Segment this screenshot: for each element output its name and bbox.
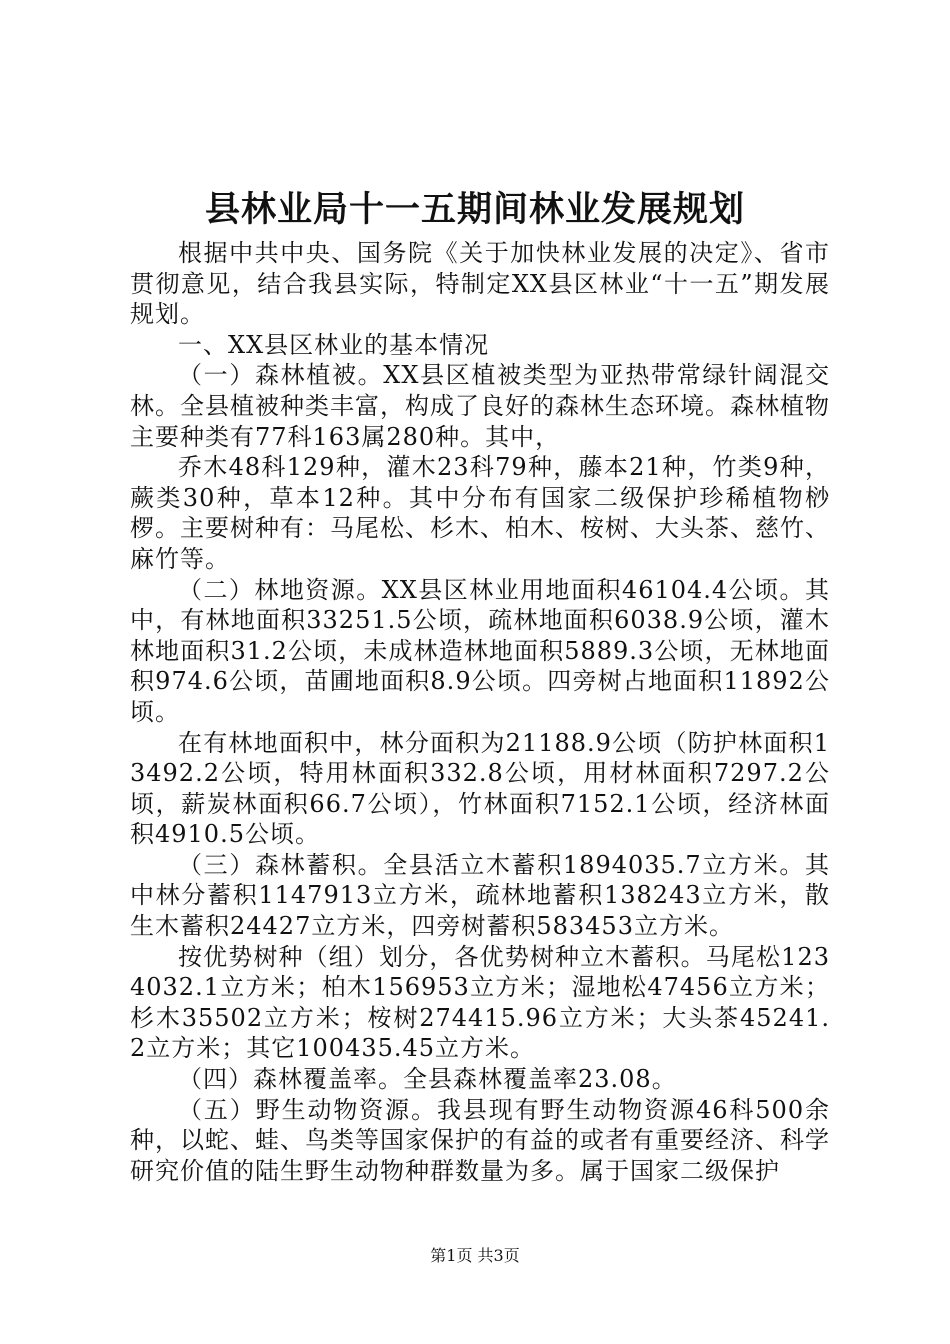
- document-title: 县林业局十一五期间林业发展规划: [204, 190, 745, 230]
- paragraph-plant-species: 乔木48科129种，灌木23科79种，藤本21种，竹类9种，蕨类30种，草本12种。其中分布有国家二级保护珍稀植物桫椤。主要树种有：马尾松、杉木、柏木、桉树、大头茶、慈竹、麻竹等。: [130, 453, 830, 573]
- document-body: [130, 238, 830, 1186]
- paragraph-forest-coverage: （四）森林覆盖率。全县森林覆盖率23.08。: [178, 1065, 677, 1094]
- section-heading-basic-situation: 一、XX县区林业的基本情况: [178, 330, 490, 359]
- page-footer: 第1页 共3页: [430, 1246, 520, 1265]
- paragraph-forest-vegetation: （一）森林植被。XX县区植被类型为亚热带常绿针阔混交林。全县植被种类丰富，构成了良好的森林生态环境。森林植物主要种类有77科163属280种。其中，: [130, 361, 830, 451]
- paragraph-intro: 根据中共中央、国务院《关于加快林业发展的决定》、省市贯彻意见，结合我县实际，特制定XX县区林业“十一五”期发展规划。: [130, 239, 830, 329]
- paragraph-forest-land: （二）林地资源。XX县区林业用地面积46104.4公顷。其中，有林地面积33251.5公顷，疏林地面积6038.9公顷，灌木林地面积31.2公顷，未成林造林地面积5889.3公顷，无林地面积974.6公顷，苗圃地面积8.9公顷。四旁树占地面积11892公顷。: [130, 575, 830, 726]
- paragraph-forested-area: 在有林地面积中，林分面积为21188.9公顷（防护林面积13492.2公顷，特用林面积332.8公顷，用材林面积7297.2公顷，薪炭林面积66.7公顷），竹林面积7152.1公顷，经济林面积4910.5公顷。: [130, 728, 830, 849]
- paragraph-dominant-species: 按优势树种（组）划分，各优势树种立木蓄积。马尾松1234032.1立方米；柏木156953立方米；湿地松47456立方米；杉木35502立方米；桉树274415.96立方米；大头茶45241.2立方米；其它100435.45立方米。: [130, 942, 830, 1063]
- paragraph-forest-stock: （三）森林蓄积。全县活立木蓄积1894035.7立方米。其中林分蓄积1147913立方米，疏林地蓄积138243立方米，散生木蓄积24427立方米，四旁树蓄积583453立方米。: [130, 850, 830, 941]
- paragraph-wildlife: （五）野生动物资源。我县现有野生动物资源46科500余种，以蛇、蛙、鸟类等国家保护的有益的或者有重要经济、科学研究价值的陆生野生动物种群数量为多。属于国家二级保护: [130, 1095, 830, 1185]
